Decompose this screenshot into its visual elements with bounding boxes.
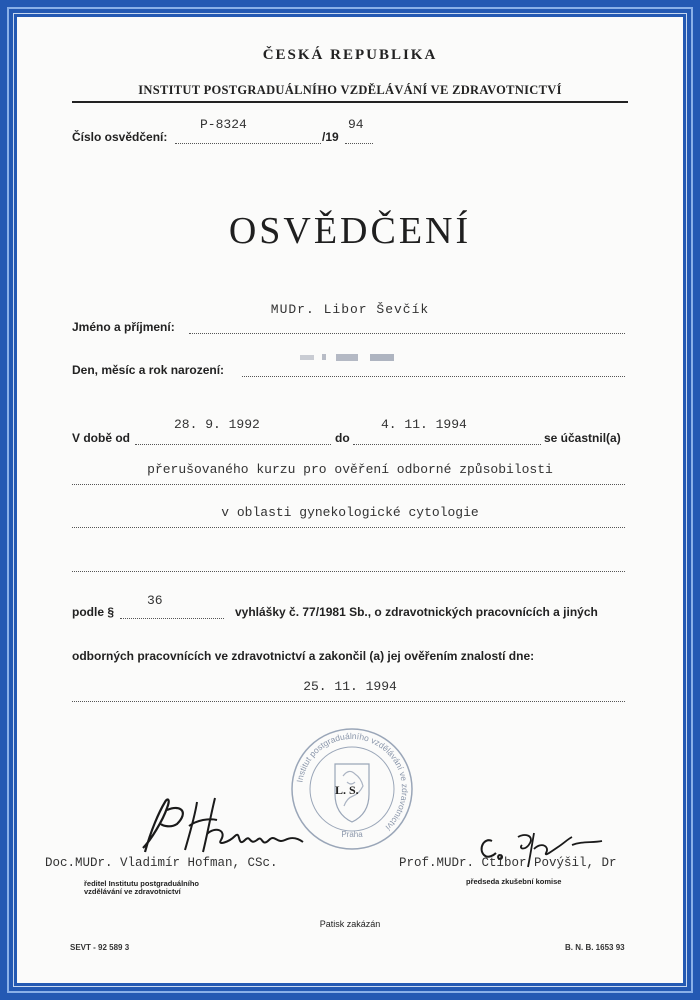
certificate-number-label: Číslo osvědčení: [72,130,168,144]
paragraph-number-value: 36 [147,593,163,608]
period-to-value: 4. 11. 1994 [381,417,467,432]
ls-mark: L. S. [335,783,359,797]
certificate-year-line [345,143,373,144]
institute-heading: INSTITUT POSTGRADUÁLNÍHO VZDĚLÁVÁNÍ VE ZDRAVOTNICTVÍ [138,83,562,97]
footer-left-code: SEVT - 92 589 3 [70,943,130,952]
legal-line-2: odborných pracovnících ve zdravotnictví a zakončil (a) jej ověřením znalostí dne: [72,649,535,663]
course-rule-1 [72,484,625,485]
signatory-left-role-2: vzdělávání ve zdravotnictví [84,887,181,896]
certificate-number-value: P-8324 [200,117,247,132]
certificate-year-value: 94 [348,117,364,132]
exam-date-value: 25. 11. 1994 [303,679,397,694]
period-to-line [353,444,541,445]
signatory-left-name: Doc.MUDr. Vladimír Hofman, CSc. [45,856,278,870]
decree-text: vyhlášky č. 77/1981 Sb., o zdravotnických pracovnících a jiných [235,605,598,619]
country-heading: ČESKÁ REPUBLIKA [262,47,438,63]
paragraph-label: podle § [72,605,115,619]
participated-label: se účastnil(a) [544,431,621,445]
course-rule-3 [72,571,625,572]
signatory-right-name: Prof.MUDr. Ctibor Povýšil, Dr [399,856,617,870]
period-from-label: V době od [72,431,130,445]
course-line-2: v oblasti gynekologické cytologie [221,505,479,520]
holder-name-label: Jméno a příjmení: [72,320,175,334]
certificate-number-line [175,143,321,144]
exam-date-line [72,701,625,702]
course-rule-2 [72,527,625,528]
period-to-label: do [335,431,350,445]
stamp-city: Praha [341,830,363,839]
birth-date-line [242,376,625,377]
header-rule [72,101,628,103]
period-from-value: 28. 9. 1992 [174,417,260,432]
course-line-1: přerušovaného kurzu pro ověření odborné způsobilosti [147,462,553,477]
stamp-ring-text: Institut postgraduálního vzdělávání ve zdravotnictví [294,730,411,833]
paragraph-line [120,618,224,619]
birth-date-label: Den, měsíc a rok narození: [72,363,225,377]
signatory-left-role-1: ředitel Institutu postgraduálního [84,879,199,888]
period-from-line [135,444,331,445]
reprint-notice: Patisk zakázán [319,919,381,929]
birth-date-redacted [300,353,398,362]
signatory-right-role: předseda zkušební komise [466,877,562,886]
certificate-year-prefix: /19 [322,130,339,144]
certificate-paper [17,17,683,983]
holder-name-value: MUDr. Libor Ševčík [270,302,430,317]
certificate-title: OSVĚDČENÍ [228,210,472,252]
holder-name-line [189,333,625,334]
footer-right-code: B. N. B. 1653 93 [565,943,625,952]
